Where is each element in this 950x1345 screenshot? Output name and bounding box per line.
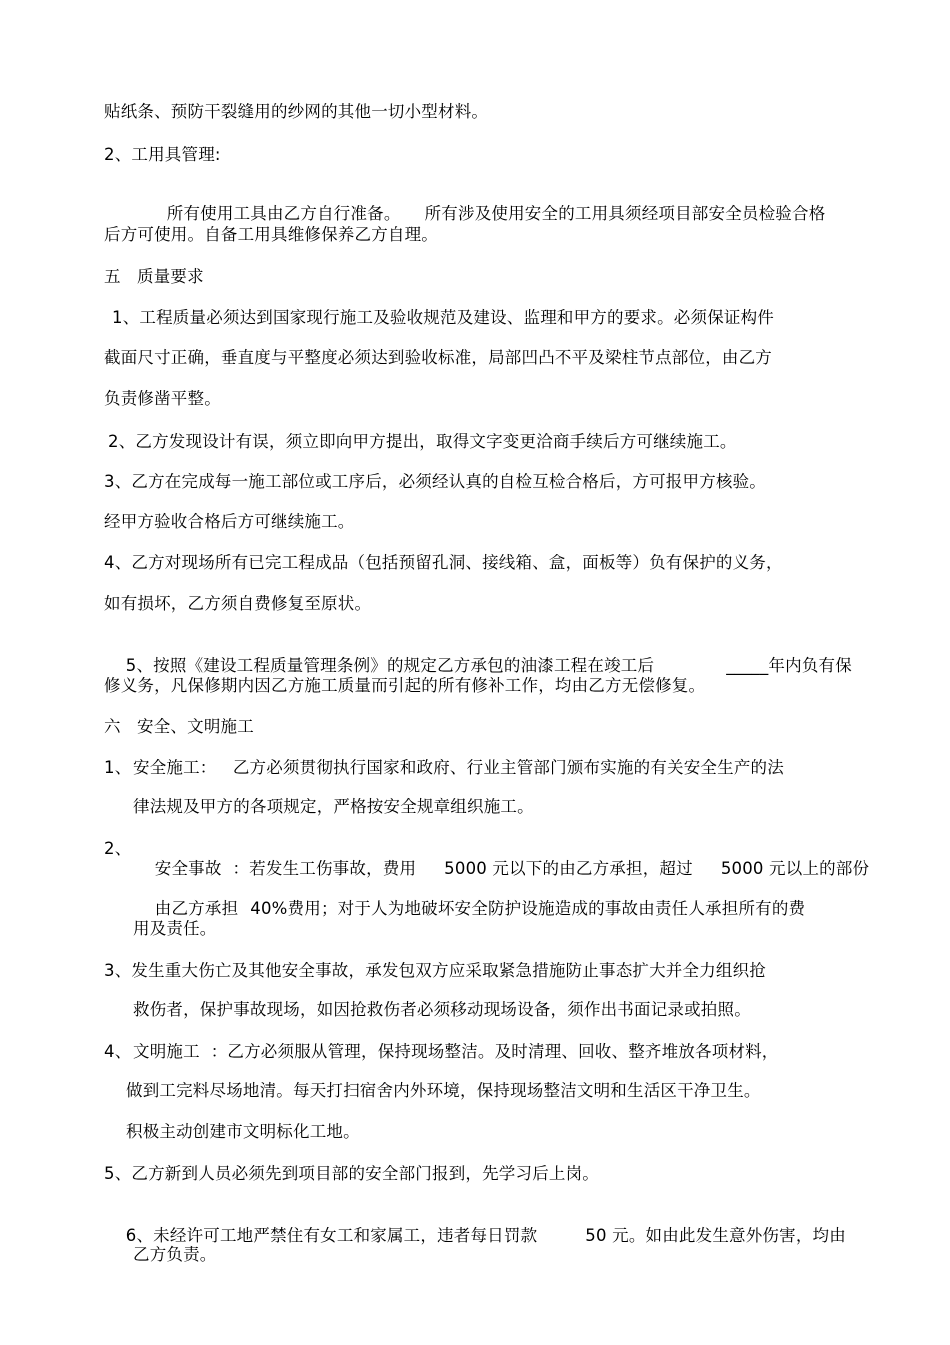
safety-item-4-num: 4、 <box>104 1042 132 1061</box>
quality-item-5-cont: 修义务，凡保修期内因乙方施工质量而引起的所有修补工作，均由乙方无偿修复。 <box>104 676 706 695</box>
safety-item-1: 安全施工： 乙方必须贯彻执行国家和政府、行业主管部门颁布实施的有关安全生产的法 <box>133 758 784 777</box>
safety-item-2-part2: 5000 元以下的由乙方承担，超过 <box>444 859 693 878</box>
tools-heading: 2、工用具管理: <box>104 145 221 164</box>
tools-paragraph-line: 后方可使用。自备工用具维修保养乙方自理。 <box>104 225 438 244</box>
safety-heading: 六 安全、文明施工 <box>104 717 254 736</box>
safety-item-3: 3、发生重大伤亡及其他安全事故，承发包双方应采取紧急措施防止事态扩大并全力组织抢 <box>104 961 766 980</box>
safety-item-2-cont <box>133 879 805 939</box>
tools-text-part2: 所有涉及使用安全的工用具须经项目部安全员检验合格 <box>424 204 826 223</box>
safety-item-2-num: 2、 <box>104 839 132 858</box>
quality-item-1: 1、工程质量必须达到国家现行施工及验收规范及建设、监理和甲方的要求。必须保证构件 <box>112 308 774 327</box>
safety-item-6-part1: 6、未经许可工地严禁住有女工和家属工，违者每日罚款 <box>125 1226 538 1245</box>
safety-item-1-num: 1、 <box>104 758 132 777</box>
quality-item-4-cont: 如有损坏，乙方须自费修复至原状。 <box>104 594 372 613</box>
quality-item-1-cont: 负责修凿平整。 <box>104 389 221 408</box>
safety-item-2-cont: 用及责任。 <box>133 919 217 938</box>
safety-item-2-part3: 5000 元以上的部份 <box>720 859 870 878</box>
intro-line: 贴纸条、预防干裂缝用的纱网的其他一切小型材料。 <box>104 102 489 121</box>
safety-item-2-cont-part2: 40%费用；对于人为地破坏安全防护设施造成的事故由责任人承担所有的费 <box>250 899 806 918</box>
quality-item-2: 2、乙方发现设计有误，须立即向甲方提出，取得文字变更洽商手续后方可继续施工。 <box>108 432 737 451</box>
quality-item-4: 4、乙方对现场所有已完工程成品（包括预留孔洞、接线箱、盒，面板等）负有保护的义务， <box>104 553 783 572</box>
quality-item-3: 3、乙方在完成每一施工部位或工序后，必须经认真的自检互检合格后，方可报甲方核验。 <box>104 472 766 491</box>
tools-text-part1: 所有使用工具由乙方自行准备。 <box>166 204 401 223</box>
quality-item-3-cont: 经甲方验收合格后方可继续施工。 <box>104 512 355 531</box>
safety-item-5: 5、乙方新到人员必须先到项目部的安全部门报到，先学习后上岗。 <box>104 1164 599 1183</box>
safety-item-2-part1: 安全事故 ：若发生工伤事故，费用 <box>154 859 417 878</box>
quality-heading: 五 质量要求 <box>104 267 204 286</box>
safety-item-2-cont-part1: 由乙方承担 <box>154 899 239 918</box>
safety-item-6-cont: 乙方负责。 <box>133 1245 217 1264</box>
safety-item-1-cont: 律法规及甲方的各项规定，严格按安全规章组织施工。 <box>133 797 534 816</box>
safety-item-6-part2: 50 元。如由此发生意外伤害，均由 <box>585 1226 846 1245</box>
safety-item-4: 文明施工 ：乙方必须服从管理，保持现场整洁。及时清理、回收、整齐堆放各项材料， <box>133 1042 779 1061</box>
safety-item-3-cont: 救伤者，保护事故现场，如因抢救伤者必须移动现场设备，须作出书面记录或拍照。 <box>133 1000 751 1019</box>
warranty-years-blank: _____年内负有保 <box>726 656 852 675</box>
quality-item-5-text: 5、按照《建设工程质量管理条例》的规定乙方承包的油漆工程在竣工后 <box>125 656 655 675</box>
quality-item-1-cont: 截面尺寸正确，垂直度与平整度必须达到验收标准，局部凹凸不平及梁柱节点部位，由乙方 <box>104 348 772 367</box>
safety-item-4-cont: 积极主动创建市文明标化工地。 <box>126 1122 360 1141</box>
safety-item-4-cont: 做到工完料尽场地清。每天打扫宿舍内外环境，保持现场整洁文明和生活区干净卫生。 <box>126 1081 761 1100</box>
